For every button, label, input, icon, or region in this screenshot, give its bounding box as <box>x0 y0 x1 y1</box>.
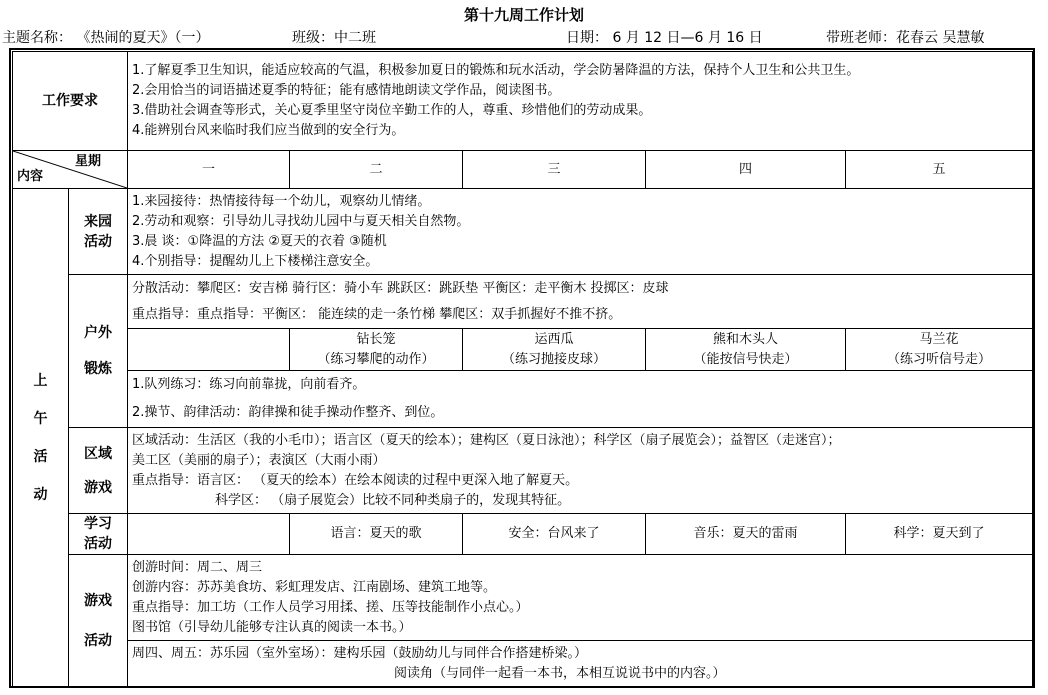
content-label: 内容 <box>17 169 44 184</box>
requirement-item: 2.会用恰当的词语描述夏季的特征；能有感情地朗读文学作品，阅读图书。 <box>132 83 561 98</box>
weekday-fri: 五 <box>846 151 1033 189</box>
morning-label-char: 活 <box>33 449 48 465</box>
weekday-tue: 二 <box>290 151 463 189</box>
game-note: （练习抛接皮球） <box>501 351 606 367</box>
weekday-thu: 四 <box>646 151 846 189</box>
zones-label-line: 区域 <box>84 445 112 462</box>
requirement-item: 3.借助社会调查等形式，关心夏季里坚守岗位辛勤工作的人，尊重、珍惜他们的劳动成果。 <box>132 103 652 118</box>
week-label: 星期 <box>74 154 101 169</box>
requirements-cell <box>128 52 1033 151</box>
morning-label-char: 动 <box>33 487 48 503</box>
learning-label <box>69 514 128 555</box>
zones-line: 区域活动：生活区（我的小毛巾）；语言区（夏天的绘本）；建构区（夏日泳池）；科学区（扇子展览会）；益智区（走迷宫）； <box>132 432 841 448</box>
play-label <box>69 555 128 688</box>
zones-line: 美工区（美丽的扇子）；表演区（大雨小雨） <box>132 452 386 468</box>
play-label-line: 游戏 <box>84 593 112 609</box>
morning-label-char: 午 <box>33 411 48 427</box>
learning-label-line: 学习 <box>84 516 112 532</box>
page-title: 第十九周工作计划 <box>463 6 584 24</box>
outdoor-scatter-cell <box>128 275 1033 329</box>
outdoor-game-tue <box>290 329 463 371</box>
play-friday-line: 阅读角（与同伴一起看一本书，本相互说说书中的内容。） <box>394 666 726 681</box>
play-line: 创游内容：苏苏美食坊、彩虹理发店、江南剧场、建筑工地等。 <box>132 579 497 595</box>
outdoor-game-empty <box>128 329 290 371</box>
weekday-content-corner <box>13 151 128 189</box>
outdoor-drill-cell <box>128 371 1033 428</box>
outdoor-game-wed <box>463 329 646 371</box>
weekday-mon: 一 <box>128 151 290 189</box>
play-line: 创游时间：周二、周三 <box>132 559 263 575</box>
morning-label-char: 上 <box>33 373 48 389</box>
play-line: 图书馆（引导幼儿能够专注认真的阅读一本书。） <box>132 619 412 635</box>
zones-cell <box>128 428 1033 514</box>
requirements-label: 工作要求 <box>13 52 128 151</box>
game-name: 熊和木头人 <box>712 331 778 347</box>
arrival-line: 4.个别指导：提醒幼儿上下楼梯注意安全。 <box>132 253 379 269</box>
outdoor-label-line: 户外 <box>84 325 112 341</box>
learning-tue: 语言：夏天的歌 <box>290 514 463 555</box>
zones-label <box>69 428 128 514</box>
play-line: 重点指导：加工坊（工作人员学习用揉、搓、压等技能制作小点心。） <box>132 599 529 615</box>
requirement-item: 1.了解夏季卫生知识，能适应较高的气温，积极参加夏日的锻炼和玩水活动，学会防暑降温的方法，保持个人卫生和公共卫生。 <box>132 63 860 78</box>
game-note: （练习听信号走） <box>886 351 991 367</box>
date-range: 日期： 6 月 12 日—6 月 16 日 <box>566 30 763 46</box>
theme-name: 主题名称： 《热闹的夏天》（一） <box>2 30 210 46</box>
arrival-line: 2.劳动和观察：引导幼儿寻找幼儿园中与夏天相关自然物。 <box>132 213 470 229</box>
zones-line: 重点指导：语言区： （夏天的绘本）在绘本阅读的过程中更深入地了解夏天。 <box>132 472 579 488</box>
zones-line: 科学区： （扇子展览会）比较不同种类扇子的，发现其特征。 <box>215 492 571 508</box>
drill-line: 1.队列练习：练习向前靠拢，向前看齐。 <box>132 377 366 392</box>
arrival-label <box>69 189 128 275</box>
weekly-plan-table <box>12 51 1033 688</box>
learning-wed: 安全：台风来了 <box>463 514 646 555</box>
play-cell <box>128 555 1033 641</box>
play-friday-cell <box>128 641 1033 688</box>
arrival-cell <box>128 189 1033 275</box>
game-name: 运西瓜 <box>534 331 574 347</box>
requirement-item: 4.能辨别台风来临时我们应当做到的安全行为。 <box>132 123 405 138</box>
class-name: 班级：中二班 <box>292 30 376 46</box>
arrival-line: 3.晨 谈：①降温的方法 ②夏天的衣着 ③随机 <box>132 233 387 249</box>
game-name: 钻长笼 <box>356 331 396 347</box>
teachers: 带班老师：花春云 吴慧敏 <box>826 30 985 46</box>
learning-fri: 科学：夏天到了 <box>846 514 1033 555</box>
outdoor-focus: 重点指导：重点指导：平衡区： 能连续的走一条竹梯 攀爬区：双手抓握好不推不挤。 <box>132 306 622 322</box>
outdoor-label <box>69 275 128 428</box>
morning-activities-label <box>13 189 69 688</box>
outdoor-game-fri <box>846 329 1033 371</box>
drill-line: 2.操节、韵律活动：韵律操和徒手操动作整齐、到位。 <box>132 405 444 420</box>
learning-thu: 音乐：夏天的雷雨 <box>646 514 846 555</box>
arrival-line: 1.来园接待：热情接待每一个幼儿，观察幼儿情绪。 <box>132 193 431 209</box>
arrival-label-line: 活动 <box>84 233 112 250</box>
weekday-wed: 三 <box>463 151 646 189</box>
learning-mon <box>128 514 290 555</box>
game-note: （练习攀爬的动作） <box>317 351 435 367</box>
play-label-line: 活动 <box>84 633 112 649</box>
play-friday-line: 周四、周五：苏乐园（室外室场）：建构乐园（鼓励幼儿与同伴合作搭建桥梁。） <box>132 646 588 661</box>
learning-label-line: 活动 <box>84 536 112 552</box>
outdoor-label-line: 锻炼 <box>84 361 112 377</box>
game-note: （能按信号快走） <box>693 351 798 367</box>
zones-label-line: 游戏 <box>84 479 112 496</box>
arrival-label-line: 来园 <box>84 213 112 230</box>
outdoor-game-thu <box>646 329 846 371</box>
outdoor-scatter: 分散活动：攀爬区：安吉梯 骑行区：骑小车 跳跃区：跳跃垫 平衡区：走平衡木 投掷区：皮球 <box>132 280 669 296</box>
game-name: 马兰花 <box>919 331 959 347</box>
